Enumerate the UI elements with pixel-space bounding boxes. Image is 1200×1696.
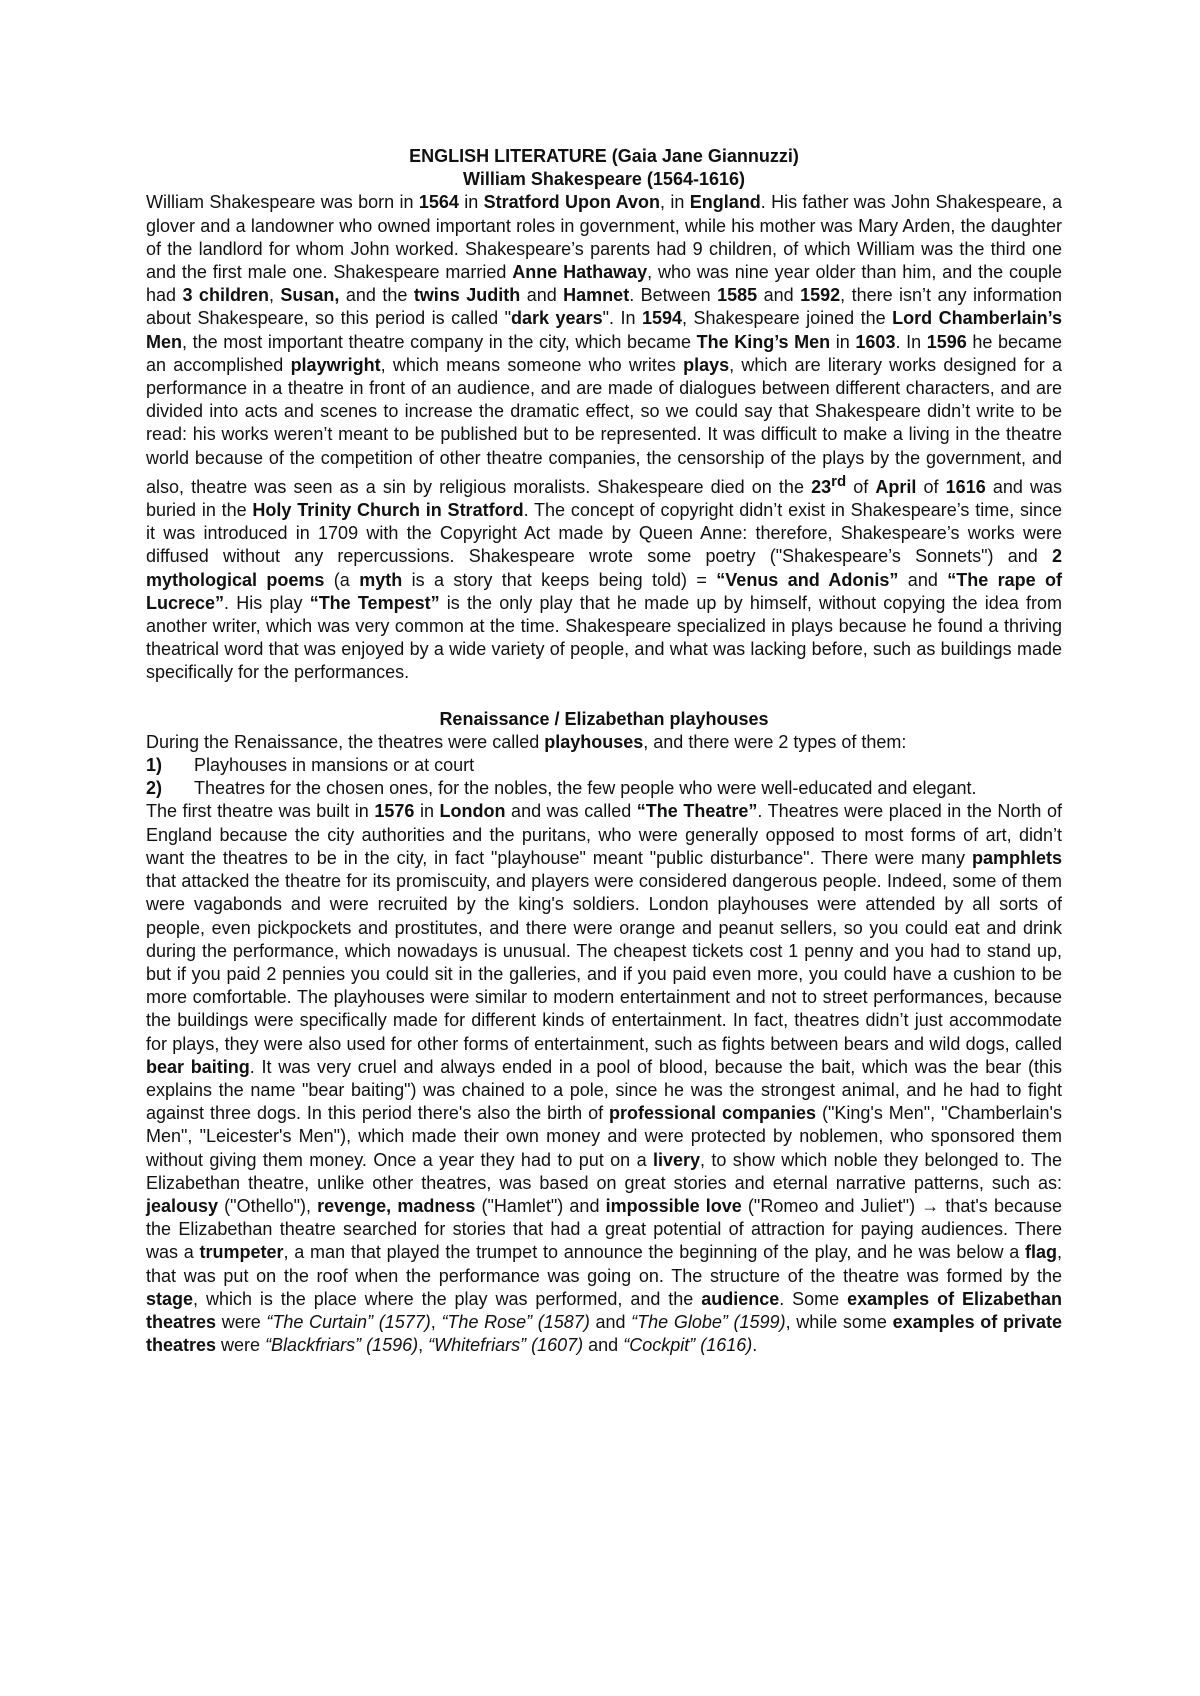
- list-item-number: 2): [146, 778, 163, 799]
- list-item-number: 1): [146, 755, 163, 776]
- list-item-text: Theatres for the chosen ones, for the nobles, the few people who were well-educated and elegant.: [194, 778, 977, 799]
- list-item: [146, 777, 1062, 800]
- list-item-text: Playhouses in mansions or at court: [194, 755, 475, 776]
- document-subtitle: William Shakespeare (1564-1616): [463, 169, 745, 190]
- biography-paragraph: William Shakespeare was born in 1564 in Stratford Upon Avon, in England. His father was John Shakespeare, a glover and a landowner who owned important roles in government, while his mother was Mary Arden, the daughter of the landlord for whom John worked. Shakespeare’s parents had 9 children, of which William was the third one and the first male one. Shakespeare married Anne Hathaway, who was nine year older than him, and the couple had 3 children, Susan, and the twins Judith and Hamnet. Between 1585 and 1592, there isn’t any information about Shakespeare, so this period is called "dark years". In 1594, Shakespeare joined the Lord Chamberlain’s Men, the most important theatre company in the city, which became The King’s Men in 1603. In 1596 he became an accomplished playwright, which means someone who writes plays, which are literary works designed for a performance in a theatre in front of an audience, and are made of dialogues between different characters, and are divided into acts and scenes to increase the dramatic effect, so we could say that Shakespeare didn’t write to be read: his works weren’t meant to be published but to be represented. It was difficult to make a living in the theatre world because of the competition of other theatre companies, the censorship of the plays by the government, and also, theatre was seen as a sin by religious moralists. Shakespeare died on the 23rd of April of 1616 and was buried in the Holy Trinity Church in Stratford. The concept of copyright didn’t exist in Shakespeare’s time, since it was introduced in 1709 with the Copyright Act made by Queen Anne: therefore, Shakespeare’s works were diffused without any repercussions. Shakespeare wrote some poetry ("Shakespeare’s Sonnets") and 2 mythological poems (a myth is a story that keeps being told) = “Venus and Adonis” and “The rape of Lucrece”. His play “The Tempest” is the only play that he made up by himself, without copying the idea from another writer, which was very common at the time. Shakespeare specialized in plays because he found a thriving theatrical word that was enjoyed by a wide variety of people, and what was lacking before, such as buildings made specifically for the performances.: [146, 192, 1063, 683]
- section-heading: Renaissance / Elizabethan playhouses: [439, 708, 769, 729]
- section-intro: During the Renaissance, the theatres were called playhouses, and there were 2 types of them:: [146, 731, 907, 752]
- document-title: ENGLISH LITERATURE (Gaia Jane Giannuzzi): [409, 146, 799, 166]
- section-spacer: [146, 685, 1062, 708]
- playhouses-paragraph: The first theatre was built in 1576 in London and was called “The Theatre”. Theatres were placed in the North of England because the city authorities and the puritans, who were generally opposed to most forms of art, didn’t want the theatres to be in the city, in fact "playhouse" meant "public disturbance". There were many pamphlets that attacked the theatre for its promiscuity, and players were considered dangerous people. Indeed, some of them were vagabonds and were recruited by the king's soldiers. London playhouses were attended by all sorts of people, even pickpockets and prostitutes, and there were orange and peanut sellers, so you could eat and drink during the performance, which nowadays is unusual. The cheapest tickets cost 1 penny and you had to stand up, but if you paid 2 pennies you could sit in the galleries, and if you paid even more, you could have a cushion to be more comfortable. The playhouses were similar to modern entertainment and not to street performances, because the buildings were specifically made for different kinds of entertainment. In fact, theatres didn’t just accommodate for plays, they were also used for other forms of entertainment, such as fights between bears and wild dogs, called bear baiting. It was very cruel and always ended in a pool of blood, because the bait, which was the bear (this explains the name "bear baiting") was chained to a pole, since he was the strongest animal, and he had to fight against three dogs. In this period there's also the birth of professional companies ("King's Men", "Chamberlain's Men", "Leicester's Men"), which made their own money and were protected by noblemen, who sponsored them without giving them money. Once a year they had to put on a livery, to show which noble they belonged to. The Elizabethan theatre, unlike other theatres, was based on great stories and eternal narrative patterns, such as: jealousy ("Othello"), revenge, madness ("Hamlet") and impossible love ("Romeo and Juliet") → that's because the Elizabethan theatre searched for stories that had a great potential of attraction for paying audiences. There was a trumpeter, a man that played the trumpet to announce the beginning of the play, and he was below a flag, that was put on the roof when the performance was going on. The structure of the theatre was formed by the stage, which is the place where the play was performed, and the audience. Some examples of Elizabethan theatres were “The Curtain” (1577), “The Rose” (1587) and “The Globe” (1599), while some examples of private theatres were “Blackfriars” (1596), “Whitefriars” (1607) and “Cockpit” (1616).: [146, 801, 1063, 1356]
- list-item: [146, 754, 1062, 777]
- document-page: [146, 145, 1062, 1357]
